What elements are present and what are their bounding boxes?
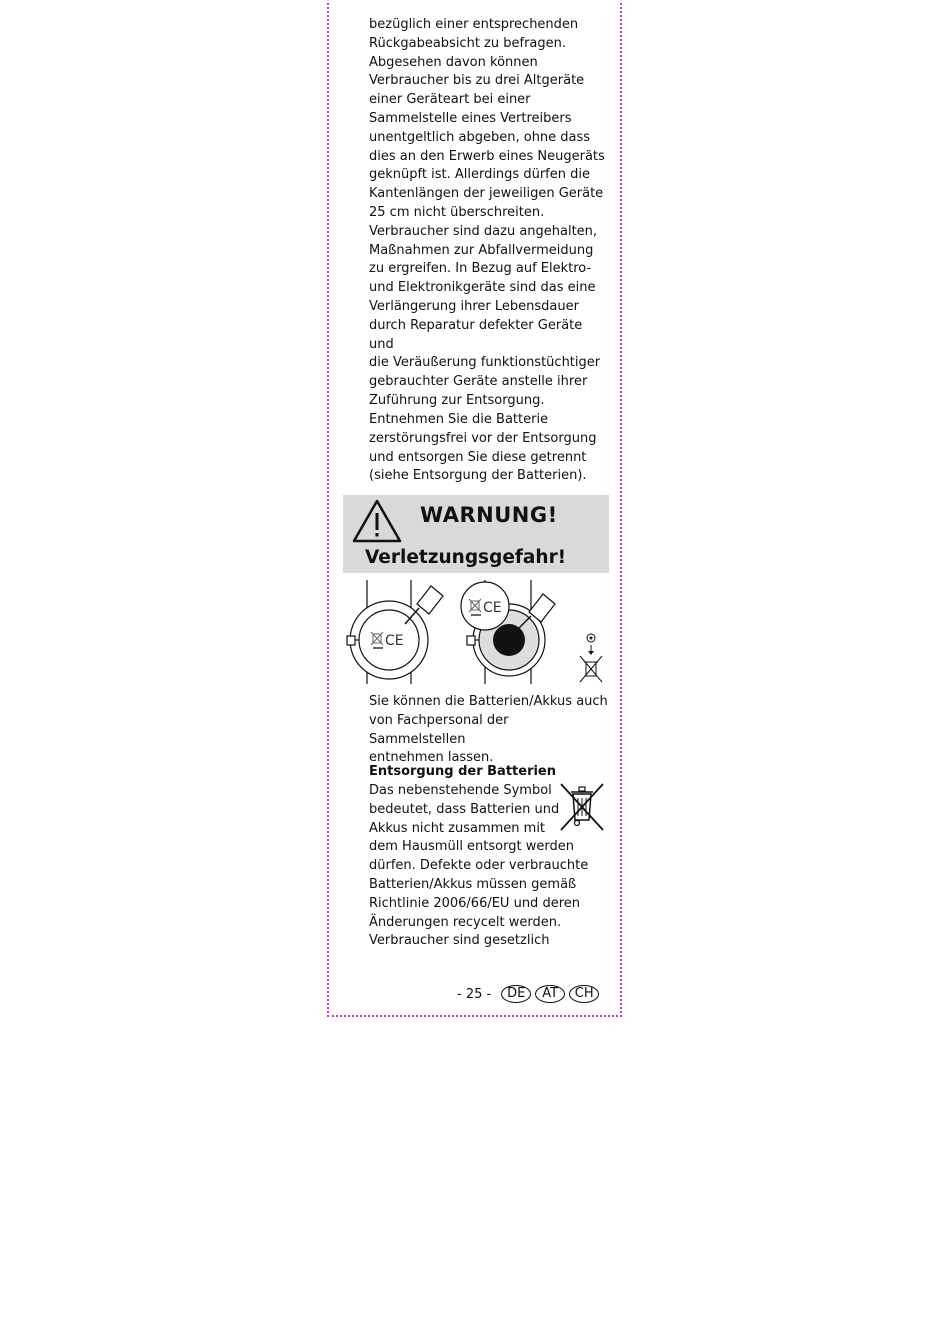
manual-page — [327, 0, 622, 1017]
warning-triangle-icon — [351, 498, 403, 544]
watch-back-closed — [347, 580, 443, 684]
paragraph-collection-staff: Sie können die Batterien/Akkus auch von Fachpersonal der Sammelstellen entnehmen lassen. — [369, 694, 608, 766]
country-badge-ch: CH — [569, 985, 599, 1003]
warning-subtitle: Verletzungsgefahr! — [365, 547, 567, 568]
country-badge-de: DE — [501, 985, 531, 1003]
case-back-lid — [461, 582, 509, 630]
page-number: - 25 - — [457, 986, 492, 1002]
paragraph-battery-symbol: Das nebenstehende Symbol bedeutet, dass Batterien und Akkus nicht zusammen mit dem Hausmüll entsorgt werden dürfen. Defekte oder verbrauchte Batterien/Akkus müssen gemäß Richtlinie 2006/66/EU und deren Änderungen recycelt werden. Verbraucher sind gesetzlich — [369, 783, 589, 949]
coin-cell-to-bin-icon — [580, 634, 602, 682]
warning-box — [343, 495, 609, 573]
paragraph-take-back: bezüglich einer entsprechenden Rückgabeabsicht zu befragen. Abgesehen davon können Verbraucher bis zu drei Altgeräte einer Geräteart bei einer Sammelstelle eines Vertreibers unentgeltlich abgeben, ohne dass dies an den Erwerb eines Neugeräts geknüpft ist. Allerdings dürfen die Kantenlängen der jeweiligen Geräte 25 cm nicht überschreiten. Verbraucher sind dazu angehalten, Maßnahmen zur Abfallvermeidung zu ergreifen. In Bezug auf Elektro- und Elektronikgeräte sind das eine Verlängerung ihrer Lebensdauer durch Reparatur defekter Geräte und die Veräußerung funktionstüchtiger gebrauchter Geräte anstelle ihrer Zuführung zur Entsorgung. — [369, 17, 605, 408]
page-footer — [457, 983, 599, 1005]
warning-title: WARNUNG! — [420, 503, 558, 527]
ce-mark-1: CE — [385, 633, 404, 649]
ce-mark-2: CE — [483, 600, 502, 616]
paragraph-remove-battery: Entnehmen Sie die Batterie zerstörungsfrei vor der Entsorgung und entsorgen Sie diese getrennt (siehe Entsorgung der Batterien). — [369, 412, 597, 484]
country-badge-at: AT — [535, 985, 565, 1003]
section-heading-battery-disposal: Entsorgung der Batterien — [369, 764, 557, 779]
watch-back-open — [461, 580, 555, 684]
battery-removal-illustration — [343, 576, 609, 688]
